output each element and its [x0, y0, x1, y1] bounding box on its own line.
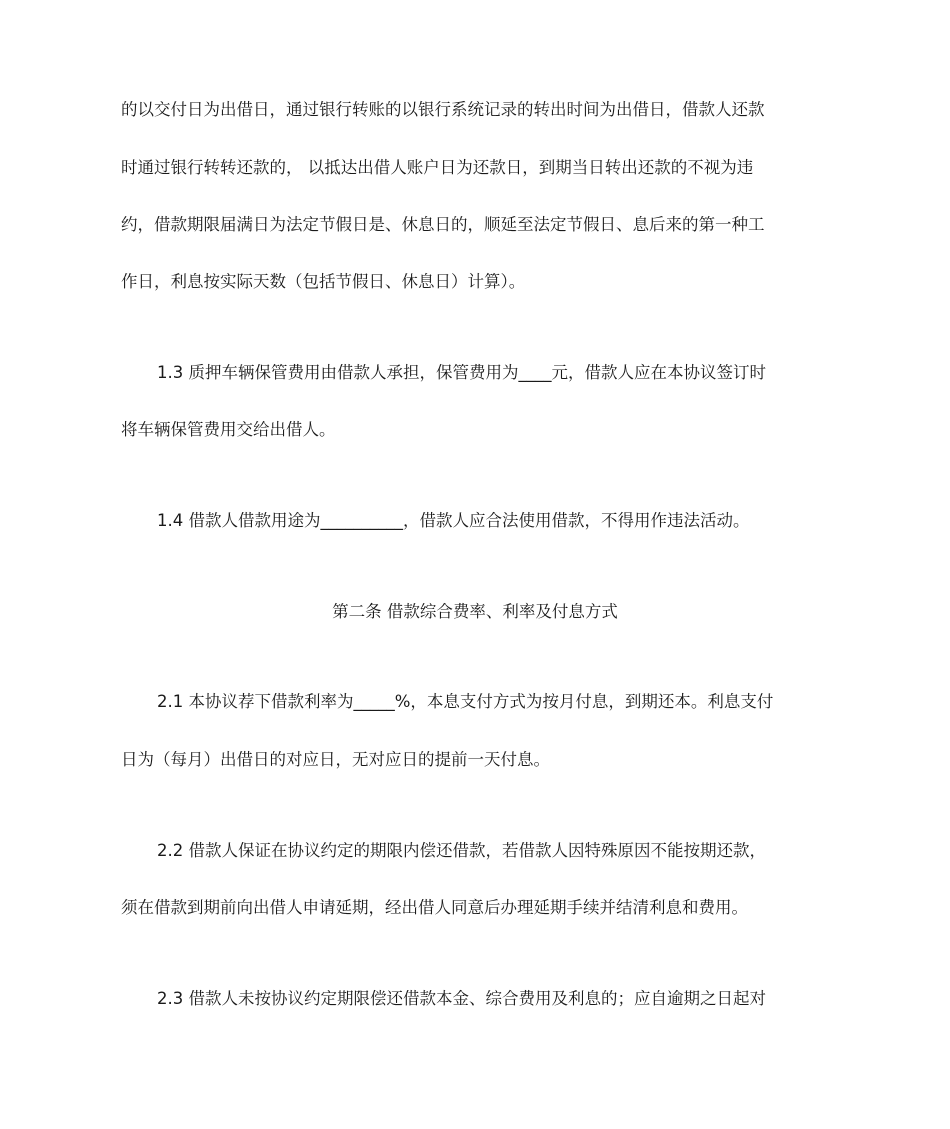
paragraph-1-line-3: 约，借款期限届满日为法定节假日是、休息日的，顺延至法定节假日、息后来的第一种工 — [121, 215, 765, 234]
clause-2-2-line-1: 2.2 借款人保证在协议约定的期限内偿还借款，若借款人因特殊原因不能按期还款， — [157, 841, 766, 860]
paragraph-1-line-1: 的以交付日为出借日，通过银行转账的以银行系统记录的转出时间为出借日，借款人还款 — [121, 100, 765, 119]
clause-2-2-line-2: 须在借款到期前向出借人申请延期，经出借人同意后办理延期手续并结清利息和费用。 — [121, 898, 748, 917]
clause-1-4: 1.4 借款人借款用途为__________，借款人应合法使用借款，不得用作违法活动。 — [157, 511, 750, 530]
paragraph-1-line-2: 时通过银行转转还款的， 以抵达出借人账户日为还款日，到期当日转出还款的不视为违 — [121, 158, 754, 177]
paragraph-1-line-4: 作日，利息按实际天数（包括节假日、休息日）计算）。 — [121, 272, 526, 291]
clause-1-3-line-1: 1.3 质押车辆保管费用由借款人承担，保管费用为____元，借款人应在本协议签订时 — [157, 363, 766, 382]
clause-1-3-line-2: 将车辆保管费用交给出借人。 — [121, 420, 336, 439]
clause-2-1-line-2: 日为（每月）出借日的对应日，无对应日的提前一天付息。 — [121, 750, 550, 769]
clause-2-1-line-1: 2.1 本协议荐下借款利率为_____%，本息支付方式为按月付息，到期还本。利息支付 — [157, 692, 774, 711]
clause-2-3-line-1: 2.3 借款人未按协议约定期限偿还借款本金、综合费用及利息的；应自逾期之日起对 — [157, 989, 766, 1008]
section-heading-article-2: 第二条 借款综合费率、利率及付息方式 — [332, 602, 618, 621]
